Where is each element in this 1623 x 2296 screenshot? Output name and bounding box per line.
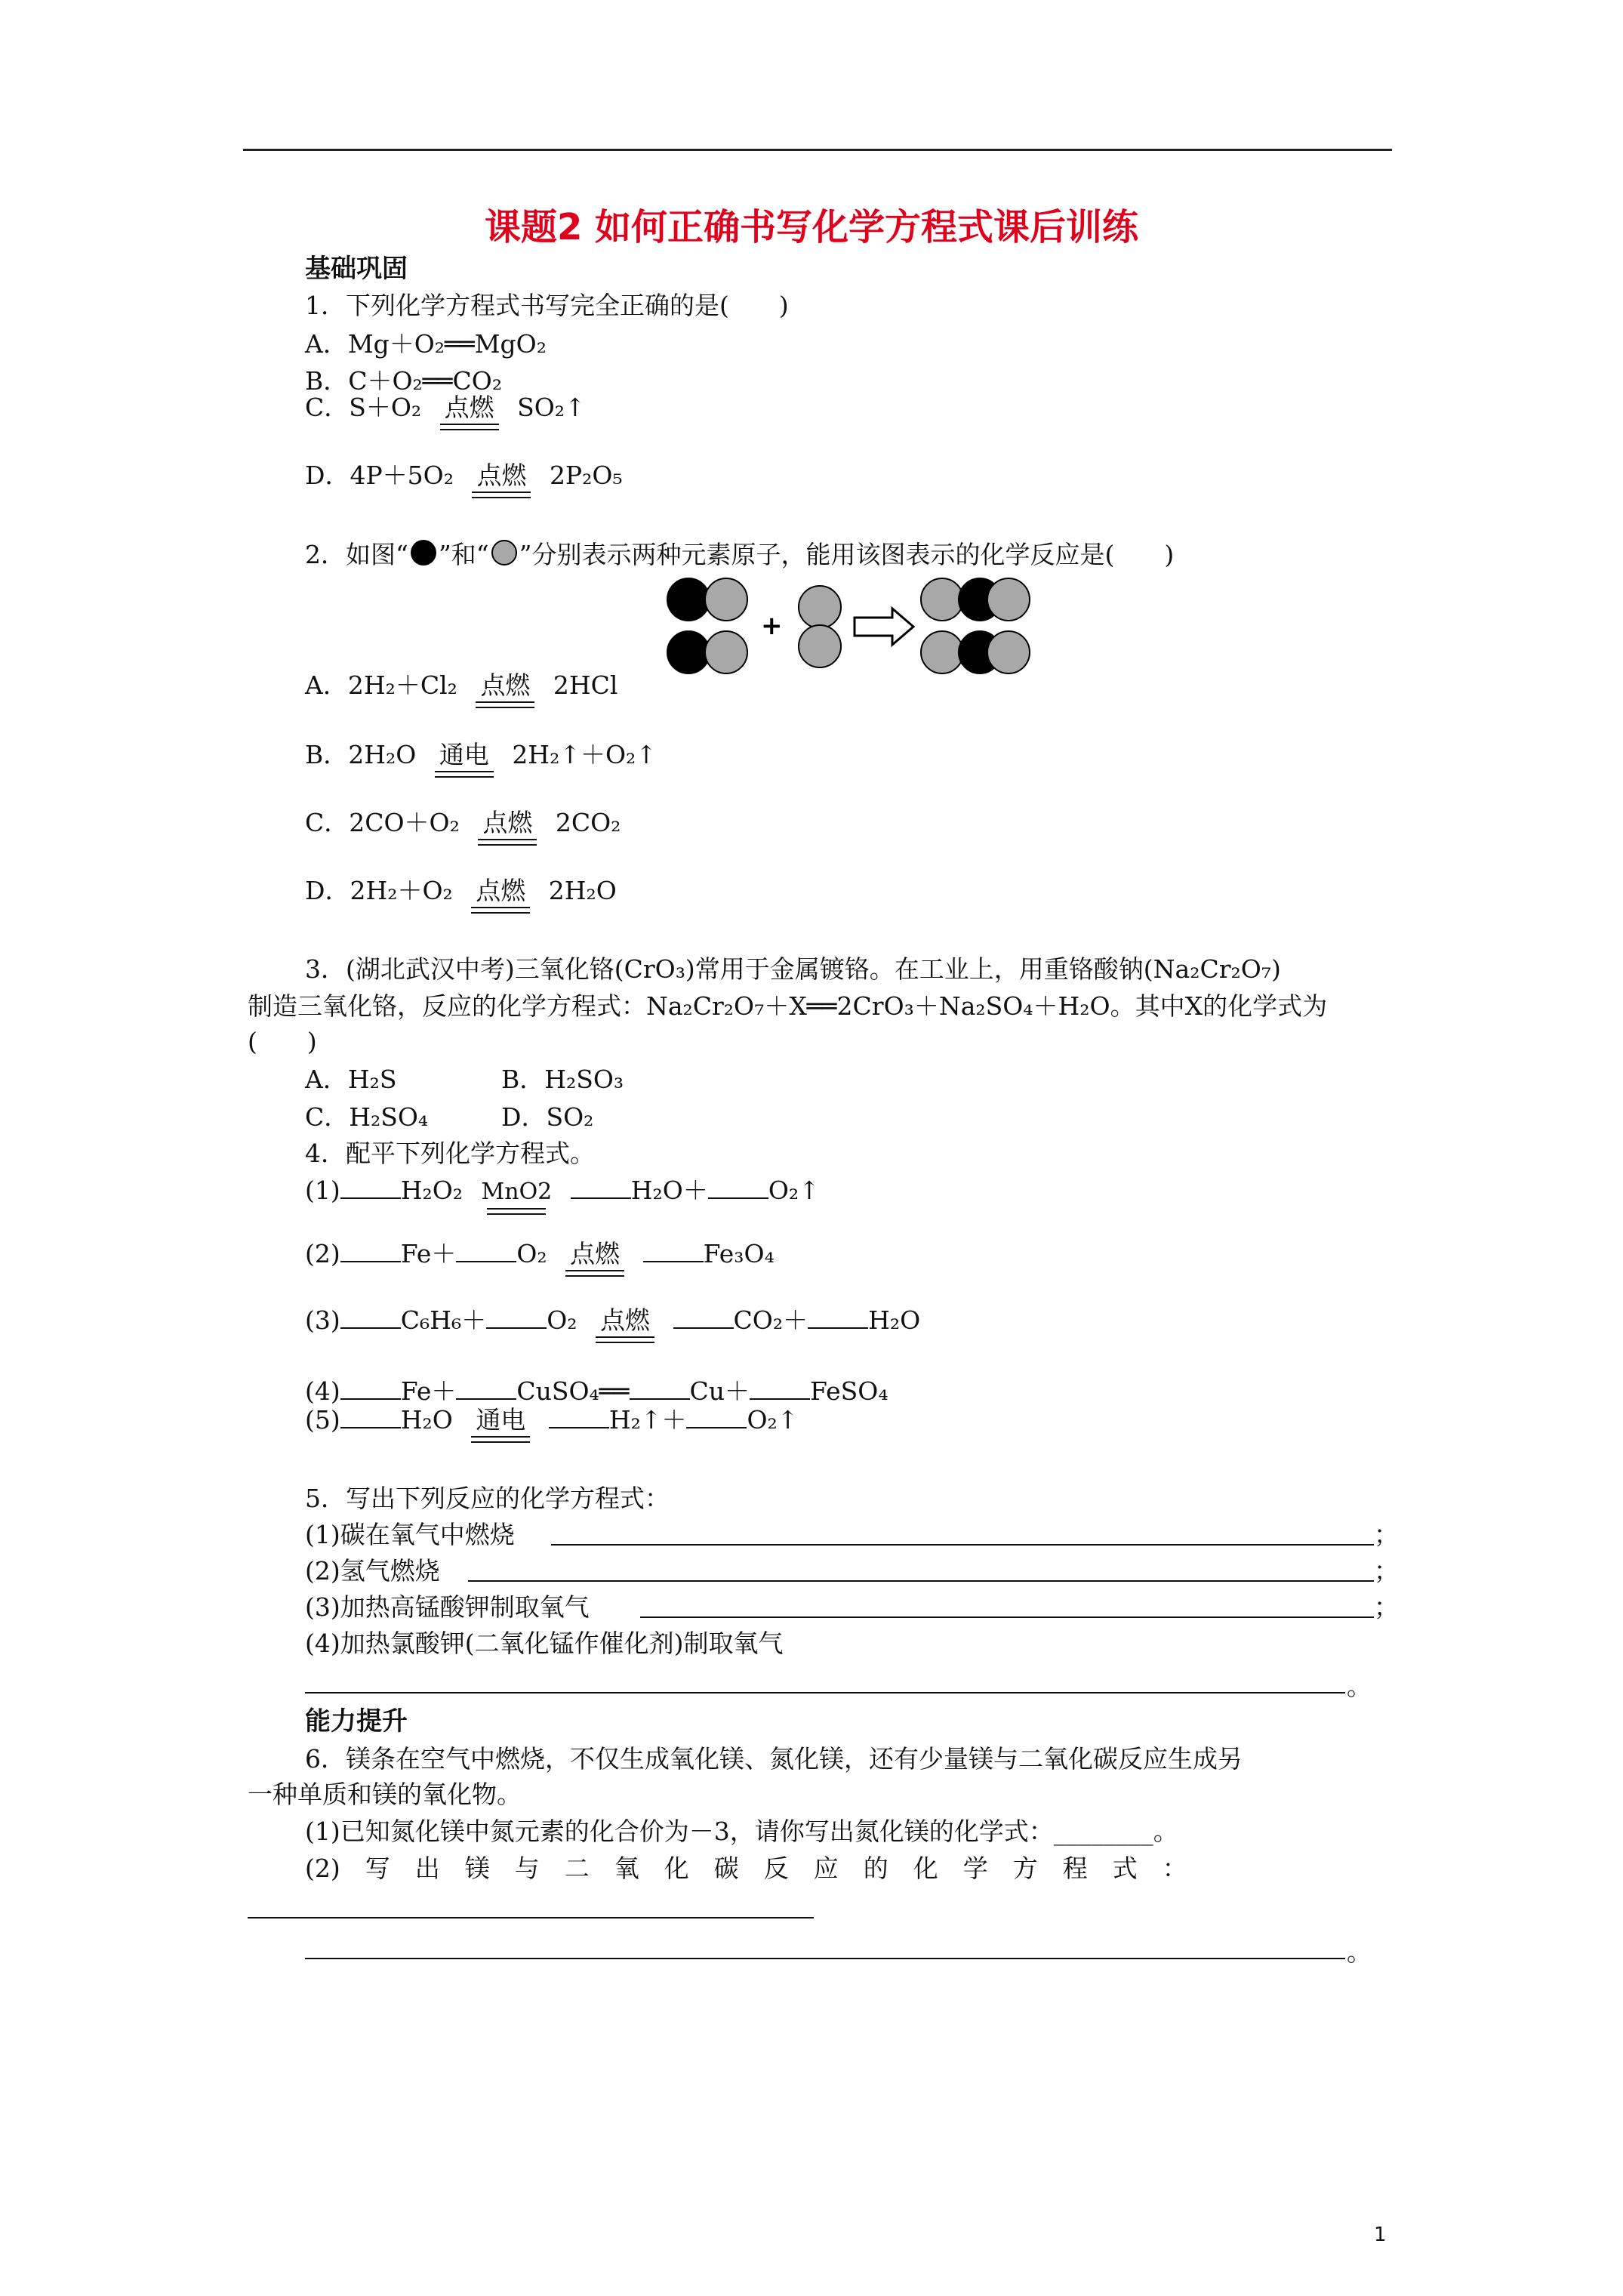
molecule-reactant-3 bbox=[799, 586, 841, 667]
reaction-condition: 通电 bbox=[471, 1406, 530, 1452]
q5-item2: (2)氢气燃烧 bbox=[305, 1556, 440, 1586]
answer-blank[interactable] bbox=[673, 1305, 734, 1329]
q2-option-d: D．2H₂＋O₂ 点燃 2H₂O bbox=[305, 876, 617, 923]
q6-part2: (2) 写 出 镁 与 二 氧 化 碳 反 应 的 化 学 方 程 式 ： bbox=[305, 1854, 1187, 1883]
answer-blank[interactable] bbox=[643, 1238, 704, 1262]
q6-line1: 6．镁条在空气中燃烧，不仅生成氧化镁、氮化镁，还有少量镁与二氧化碳反应生成另 bbox=[305, 1744, 1243, 1774]
q6-part1: (1)已知氮化镁中氮元素的化合价为－3，请你写出氮化镁的化学式：________。 bbox=[305, 1817, 1178, 1846]
q4-stem: 4．配平下列化学方程式。 bbox=[305, 1139, 595, 1168]
q5-semicolon-2: ； bbox=[1374, 1556, 1399, 1586]
answer-line[interactable] bbox=[468, 1580, 1374, 1582]
answer-blank[interactable] bbox=[750, 1376, 810, 1400]
answer-blank[interactable] bbox=[456, 1376, 516, 1400]
page-number: 1 bbox=[1374, 2224, 1387, 2246]
molecule-reactant-1 bbox=[667, 578, 747, 621]
q4-eq1: (1) H₂O₂ MnO2 H₂O＋ O₂↑ bbox=[305, 1175, 820, 1224]
q5-stem: 5．写出下列反应的化学方程式： bbox=[305, 1484, 670, 1513]
reaction-condition: 点燃 bbox=[478, 809, 537, 855]
q1-option-a: A．Mg＋O₂══MgO₂ bbox=[305, 329, 547, 359]
q6-line2: 一种单质和镁的氧化物。 bbox=[248, 1780, 522, 1809]
q3-line2: 制造三氧化铬，反应的化学方程式：Na₂Cr₂O₇＋X══2CrO₃＋Na₂SO₄＋H₂O。其中X的化学式为 bbox=[248, 991, 1328, 1021]
q4-eq2: (2) Fe＋ O₂ 点燃 Fe₃O₄ bbox=[305, 1238, 775, 1286]
q1-option-d bbox=[305, 461, 623, 507]
header-rule bbox=[243, 149, 1392, 151]
molecule-product-1 bbox=[921, 578, 1030, 621]
answer-blank[interactable] bbox=[340, 1238, 401, 1262]
black-atom-icon bbox=[408, 538, 439, 568]
answer-blank[interactable] bbox=[686, 1404, 747, 1428]
answer-blank[interactable] bbox=[340, 1305, 401, 1329]
q4-eq4: (4) Fe＋ CuSO₄══ Cu＋ FeSO₄ bbox=[305, 1376, 888, 1406]
page-title: 课题2 如何正确书写化学方程式课后训练 bbox=[484, 206, 1139, 248]
answer-line[interactable] bbox=[551, 1544, 1374, 1546]
answer-blank[interactable] bbox=[549, 1404, 609, 1428]
q3-line1: 3．(湖北武汉中考)三氧化铬(CrO₃)常用于金属镀铬。在工业上，用重铬酸钠(Na₂Cr₂O₇) bbox=[305, 954, 1281, 984]
q2-option-b: B．2H₂O 通电 2H₂↑＋O₂↑ bbox=[305, 740, 657, 787]
answer-blank[interactable] bbox=[340, 1175, 401, 1199]
q2-option-c: C．2CO＋O₂ 点燃 2CO₂ bbox=[305, 808, 621, 855]
q3-option-c: C．H₂SO₄ bbox=[305, 1102, 429, 1132]
q3-option-a: A．H₂S bbox=[305, 1065, 397, 1094]
q5-item4: (4)加热氯酸钾(二氧化锰作催化剂)制取氧气 bbox=[305, 1629, 784, 1658]
q1-option-c bbox=[305, 393, 586, 439]
q5-item1: (1)碳在氧气中燃烧 bbox=[305, 1520, 515, 1549]
q5-semicolon-3: ； bbox=[1374, 1592, 1399, 1622]
reaction-condition: MnO2 bbox=[482, 1178, 553, 1224]
answer-blank[interactable] bbox=[486, 1305, 547, 1329]
answer-line[interactable] bbox=[305, 1692, 1345, 1693]
reaction-condition: 点燃 bbox=[565, 1240, 624, 1286]
q3-line3: ( ) bbox=[248, 1027, 317, 1056]
answer-blank[interactable] bbox=[708, 1175, 768, 1199]
plus-sign: + bbox=[761, 611, 783, 641]
reaction-diagram bbox=[664, 574, 1034, 680]
reaction-condition: 通电 bbox=[435, 741, 494, 787]
q1-option-b: B．C＋O₂══CO₂ bbox=[305, 366, 503, 396]
reaction-condition: 点燃 bbox=[472, 461, 531, 507]
answer-blank[interactable] bbox=[456, 1238, 516, 1262]
section-basic: 基础巩固 bbox=[305, 254, 408, 284]
q3-option-b: B．H₂SO₃ bbox=[501, 1065, 624, 1094]
q4-eq3: (3) C₆H₆＋ O₂ 点燃 CO₂＋ H₂O bbox=[305, 1305, 920, 1352]
section-advanced: 能力提升 bbox=[305, 1706, 408, 1737]
q5-semicolon-1: ； bbox=[1374, 1520, 1399, 1549]
q3-option-d: D．SO₂ bbox=[501, 1102, 594, 1132]
answer-blank[interactable] bbox=[340, 1376, 401, 1400]
gray-atom-icon bbox=[489, 538, 519, 568]
q1-d-right: 2P₂O₅ bbox=[549, 461, 623, 490]
molecule-product-2 bbox=[921, 631, 1030, 673]
q6-period: 。 bbox=[1347, 1937, 1372, 1967]
q4-eq5: (5) H₂O 通电 H₂↑＋ O₂↑ bbox=[305, 1404, 798, 1452]
answer-line[interactable] bbox=[640, 1616, 1374, 1618]
q1-stem: 1．下列化学方程式书写完全正确的是( ) bbox=[305, 291, 789, 320]
reaction-condition: 点燃 bbox=[440, 393, 499, 439]
q1-c-right: SO₂↑ bbox=[517, 393, 586, 422]
answer-blank[interactable] bbox=[340, 1404, 401, 1428]
answer-line[interactable] bbox=[305, 1958, 1345, 1959]
q1-d-left: D．4P＋5O₂ bbox=[305, 461, 454, 490]
answer-blank[interactable] bbox=[630, 1376, 690, 1400]
q1-c-left: C．S＋O₂ bbox=[305, 393, 422, 422]
reaction-condition: 点燃 bbox=[471, 877, 530, 923]
answer-line[interactable] bbox=[248, 1917, 814, 1918]
reaction-condition: 点燃 bbox=[596, 1306, 654, 1352]
arrow-icon bbox=[855, 609, 913, 645]
answer-blank[interactable] bbox=[808, 1305, 868, 1329]
q2-option-a: A．2H₂＋Cl₂ 点燃 2HCl bbox=[305, 670, 617, 717]
molecule-reactant-2 bbox=[667, 631, 747, 673]
q5-item3: (3)加热高锰酸钾制取氧气 bbox=[305, 1592, 590, 1622]
q5-period: 。 bbox=[1347, 1672, 1372, 1701]
reaction-condition: 点燃 bbox=[476, 671, 534, 717]
q2-stem: 2．如图“ ”和“ ”分别表示两种元素原子，能用该图表示的化学反应是( ) bbox=[305, 538, 1174, 570]
answer-blank[interactable] bbox=[571, 1175, 631, 1199]
